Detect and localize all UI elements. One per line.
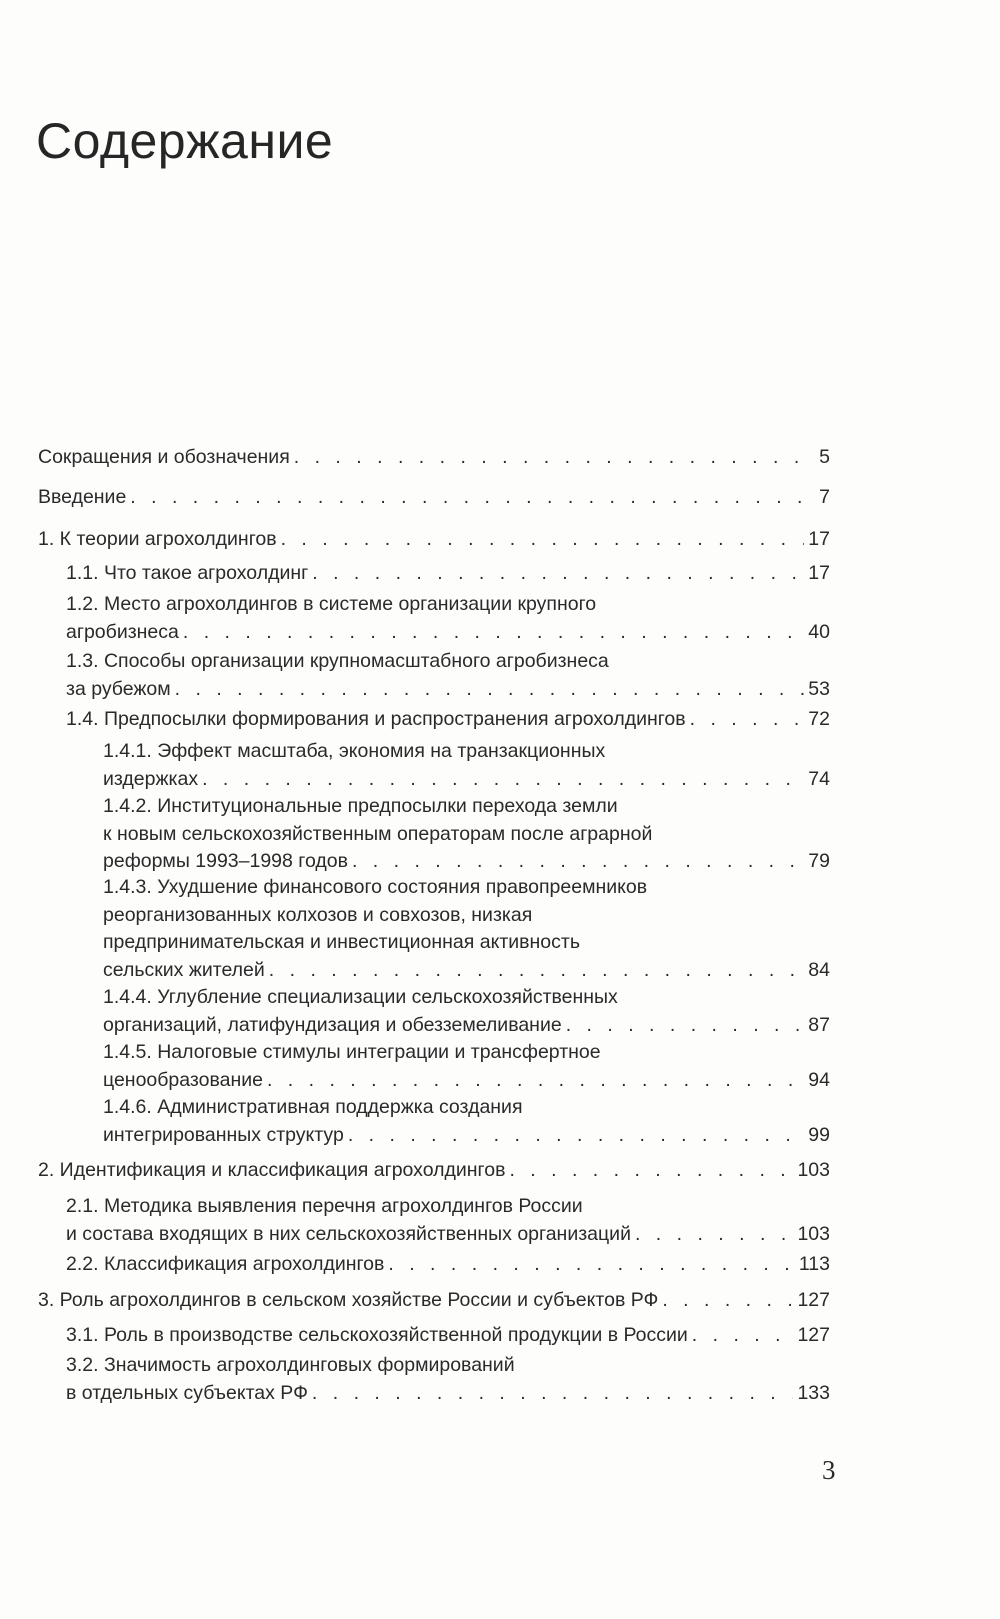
toc-entry[interactable]: [66, 706, 830, 734]
toc-entry-title-line: и состава входящих в них сельскохозяйственных организаций: [66, 1222, 631, 1245]
toc-entry-title-line: за рубежом: [66, 677, 171, 700]
toc-entry[interactable]: [103, 874, 830, 984]
toc-entry-page: 99: [808, 1123, 830, 1146]
toc-entry-page: 53: [808, 677, 830, 700]
toc-entry-title-line: интегрированных структур: [103, 1123, 344, 1146]
toc-entry-title-line: 3.1. Роль в производстве сельскохозяйственной продукции в России: [66, 1324, 688, 1346]
toc-entry[interactable]: [66, 1322, 830, 1350]
toc-entry-last-line: [103, 848, 830, 876]
toc-entry-title-line: 1.4. Предпосылки формирования и распространения агрохолдингов: [66, 708, 686, 730]
toc-entry-page: 127: [797, 1289, 830, 1311]
toc-entry-page: 74: [808, 767, 830, 790]
toc-entry-title-line: 1.4.4. Углубление специализации сельскохозяйственных: [103, 986, 618, 1008]
toc-entry[interactable]: [38, 1287, 830, 1315]
toc-entry-title-line: 2. Идентификация и классификация агрохолдингов: [38, 1159, 506, 1181]
toc-entry-title-line: 2.1. Методика выявления перечня агрохолдингов России: [66, 1195, 583, 1217]
dot-leader: [294, 444, 815, 472]
dot-leader: [281, 526, 805, 554]
toc-entry-last-line: [103, 1012, 830, 1040]
toc-entry-title-line: 1.4.3. Ухудшение финансового состояния правопреемников: [103, 876, 648, 898]
toc-entry-title-line: предпринимательская и инвестиционная активность: [103, 931, 580, 953]
toc-entry[interactable]: [103, 1039, 830, 1094]
toc-entry-page: 127: [797, 1324, 830, 1346]
toc-entry[interactable]: [103, 1094, 830, 1149]
toc-entry-title-line: 1.4.5. Налоговые стимулы интеграции и трансфертное: [103, 1041, 601, 1063]
toc-entry-title-line: в отдельных субъектах РФ: [66, 1381, 308, 1404]
toc-entry[interactable]: [66, 648, 830, 703]
toc-entry-title-line: реорганизованных колхозов и совхозов, низкая: [103, 903, 533, 926]
toc-entry-page: 94: [808, 1068, 830, 1091]
toc-entry-title-line: 2.2. Классификация агрохолдингов: [66, 1253, 385, 1275]
toc-entry-title-line: к новым сельскохозяйственным операторам после аграрной: [103, 822, 653, 845]
toc-entry[interactable]: [38, 526, 830, 554]
toc-entry-page: 79: [808, 850, 830, 872]
toc-entry-last-line: [66, 1380, 830, 1408]
toc-entry[interactable]: [38, 444, 830, 472]
toc-entry-title-line: Введение: [38, 486, 127, 508]
toc-entry-page: 103: [797, 1159, 830, 1181]
toc-entry-last-line: [66, 676, 830, 704]
toc-entry-title-line: Сокращения и обозначения: [38, 446, 290, 468]
dot-leader: [566, 1012, 805, 1040]
toc-entry-title-line: 3. Роль агрохолдингов в сельском хозяйстве России и субъектов РФ: [38, 1289, 659, 1311]
toc-entry-last-line: [38, 1287, 830, 1315]
toc-entry-last-line: [66, 1322, 830, 1350]
dot-leader: [267, 1067, 804, 1095]
toc-entry-last-line: [103, 1122, 830, 1150]
toc-entry-title-line: 1.4.2. Институциональные предпосылки перехода земли: [103, 795, 618, 817]
toc-entry[interactable]: [66, 560, 830, 588]
toc-entry-page: 103: [797, 1222, 830, 1245]
dot-leader: [635, 1221, 793, 1249]
toc-entry[interactable]: [38, 1157, 830, 1185]
dot-leader: [130, 484, 815, 512]
dot-leader: [352, 848, 804, 876]
dot-leader: [662, 1287, 793, 1315]
dot-leader: [690, 706, 805, 734]
page-title: Содержание: [36, 113, 334, 169]
dot-leader: [269, 957, 805, 985]
toc-entry[interactable]: [66, 591, 830, 646]
toc-entry-title-line: сельских жителей: [103, 958, 265, 981]
toc-entry-title-line: издержках: [103, 767, 199, 790]
dot-leader: [388, 1251, 795, 1279]
dot-leader: [509, 1157, 793, 1185]
toc-entry-page: 133: [797, 1381, 830, 1404]
toc-entry-title-line: 1. К теории агрохолдингов: [38, 528, 277, 550]
toc-entry-title-line: 1.4.6. Административная поддержка создания: [103, 1096, 523, 1118]
toc-entry-last-line: [38, 526, 830, 554]
toc-entry-title-line: 1.2. Место агрохолдингов в системе организации крупного: [66, 593, 597, 615]
toc-entry[interactable]: [38, 484, 830, 512]
toc-entry-page: 87: [808, 1013, 830, 1036]
toc-entry-page: 72: [808, 708, 830, 730]
dot-leader: [348, 1122, 804, 1150]
toc-entry-last-line: [66, 706, 830, 734]
toc-entry-page: 17: [808, 528, 830, 550]
toc-entry-page: 7: [819, 486, 830, 508]
toc-entry-title-line: организаций, латифундизация и обезземеливание: [103, 1013, 562, 1036]
toc-entry-title-line: 3.2. Значимость агрохолдинговых формирований: [66, 1354, 515, 1376]
toc-entry-title-line: 1.4.1. Эффект масштаба, экономия на транзакционных: [103, 740, 606, 762]
toc-entry[interactable]: [66, 1352, 830, 1407]
toc-entry[interactable]: [103, 738, 830, 793]
toc-entry-last-line: [38, 444, 830, 472]
toc-entry-last-line: [66, 619, 830, 647]
toc-entry-last-line: [103, 766, 830, 794]
toc-entry[interactable]: [103, 984, 830, 1039]
dot-leader: [312, 1380, 794, 1408]
dot-leader: [312, 560, 804, 588]
toc-entry-page: 40: [808, 620, 830, 643]
toc-entry-page: 84: [808, 958, 830, 981]
toc-entry-last-line: [38, 484, 830, 512]
toc-entry[interactable]: [66, 1193, 830, 1248]
dot-leader: [202, 766, 804, 794]
dot-leader: [692, 1322, 794, 1350]
toc-entry-last-line: [66, 1221, 830, 1249]
toc-entry[interactable]: [103, 793, 830, 876]
toc-entry-title-line: агробизнеса: [66, 620, 179, 643]
toc-entry-title-line: 1.3. Способы организации крупномасштабного агробизнеса: [66, 650, 609, 672]
toc-entry-page: 17: [808, 562, 830, 584]
toc-entry-page: 5: [819, 446, 830, 468]
toc-entry-title-line: ценообразование: [103, 1068, 263, 1091]
toc-entry-title-line: реформы 1993–1998 годов: [103, 850, 348, 872]
toc-entry-last-line: [38, 1157, 830, 1185]
toc-entry-title-line: 1.1. Что такое агрохолдинг: [66, 562, 309, 584]
page-number: 3: [822, 1455, 836, 1485]
toc-entry-page: 113: [798, 1253, 830, 1275]
toc-entry-last-line: [103, 1067, 830, 1095]
dot-leader: [175, 676, 805, 704]
toc-entry-last-line: [103, 957, 830, 985]
toc-entry-last-line: [66, 560, 830, 588]
toc-entry-last-line: [66, 1251, 830, 1279]
dot-leader: [183, 619, 804, 647]
toc-entry[interactable]: [66, 1251, 830, 1279]
